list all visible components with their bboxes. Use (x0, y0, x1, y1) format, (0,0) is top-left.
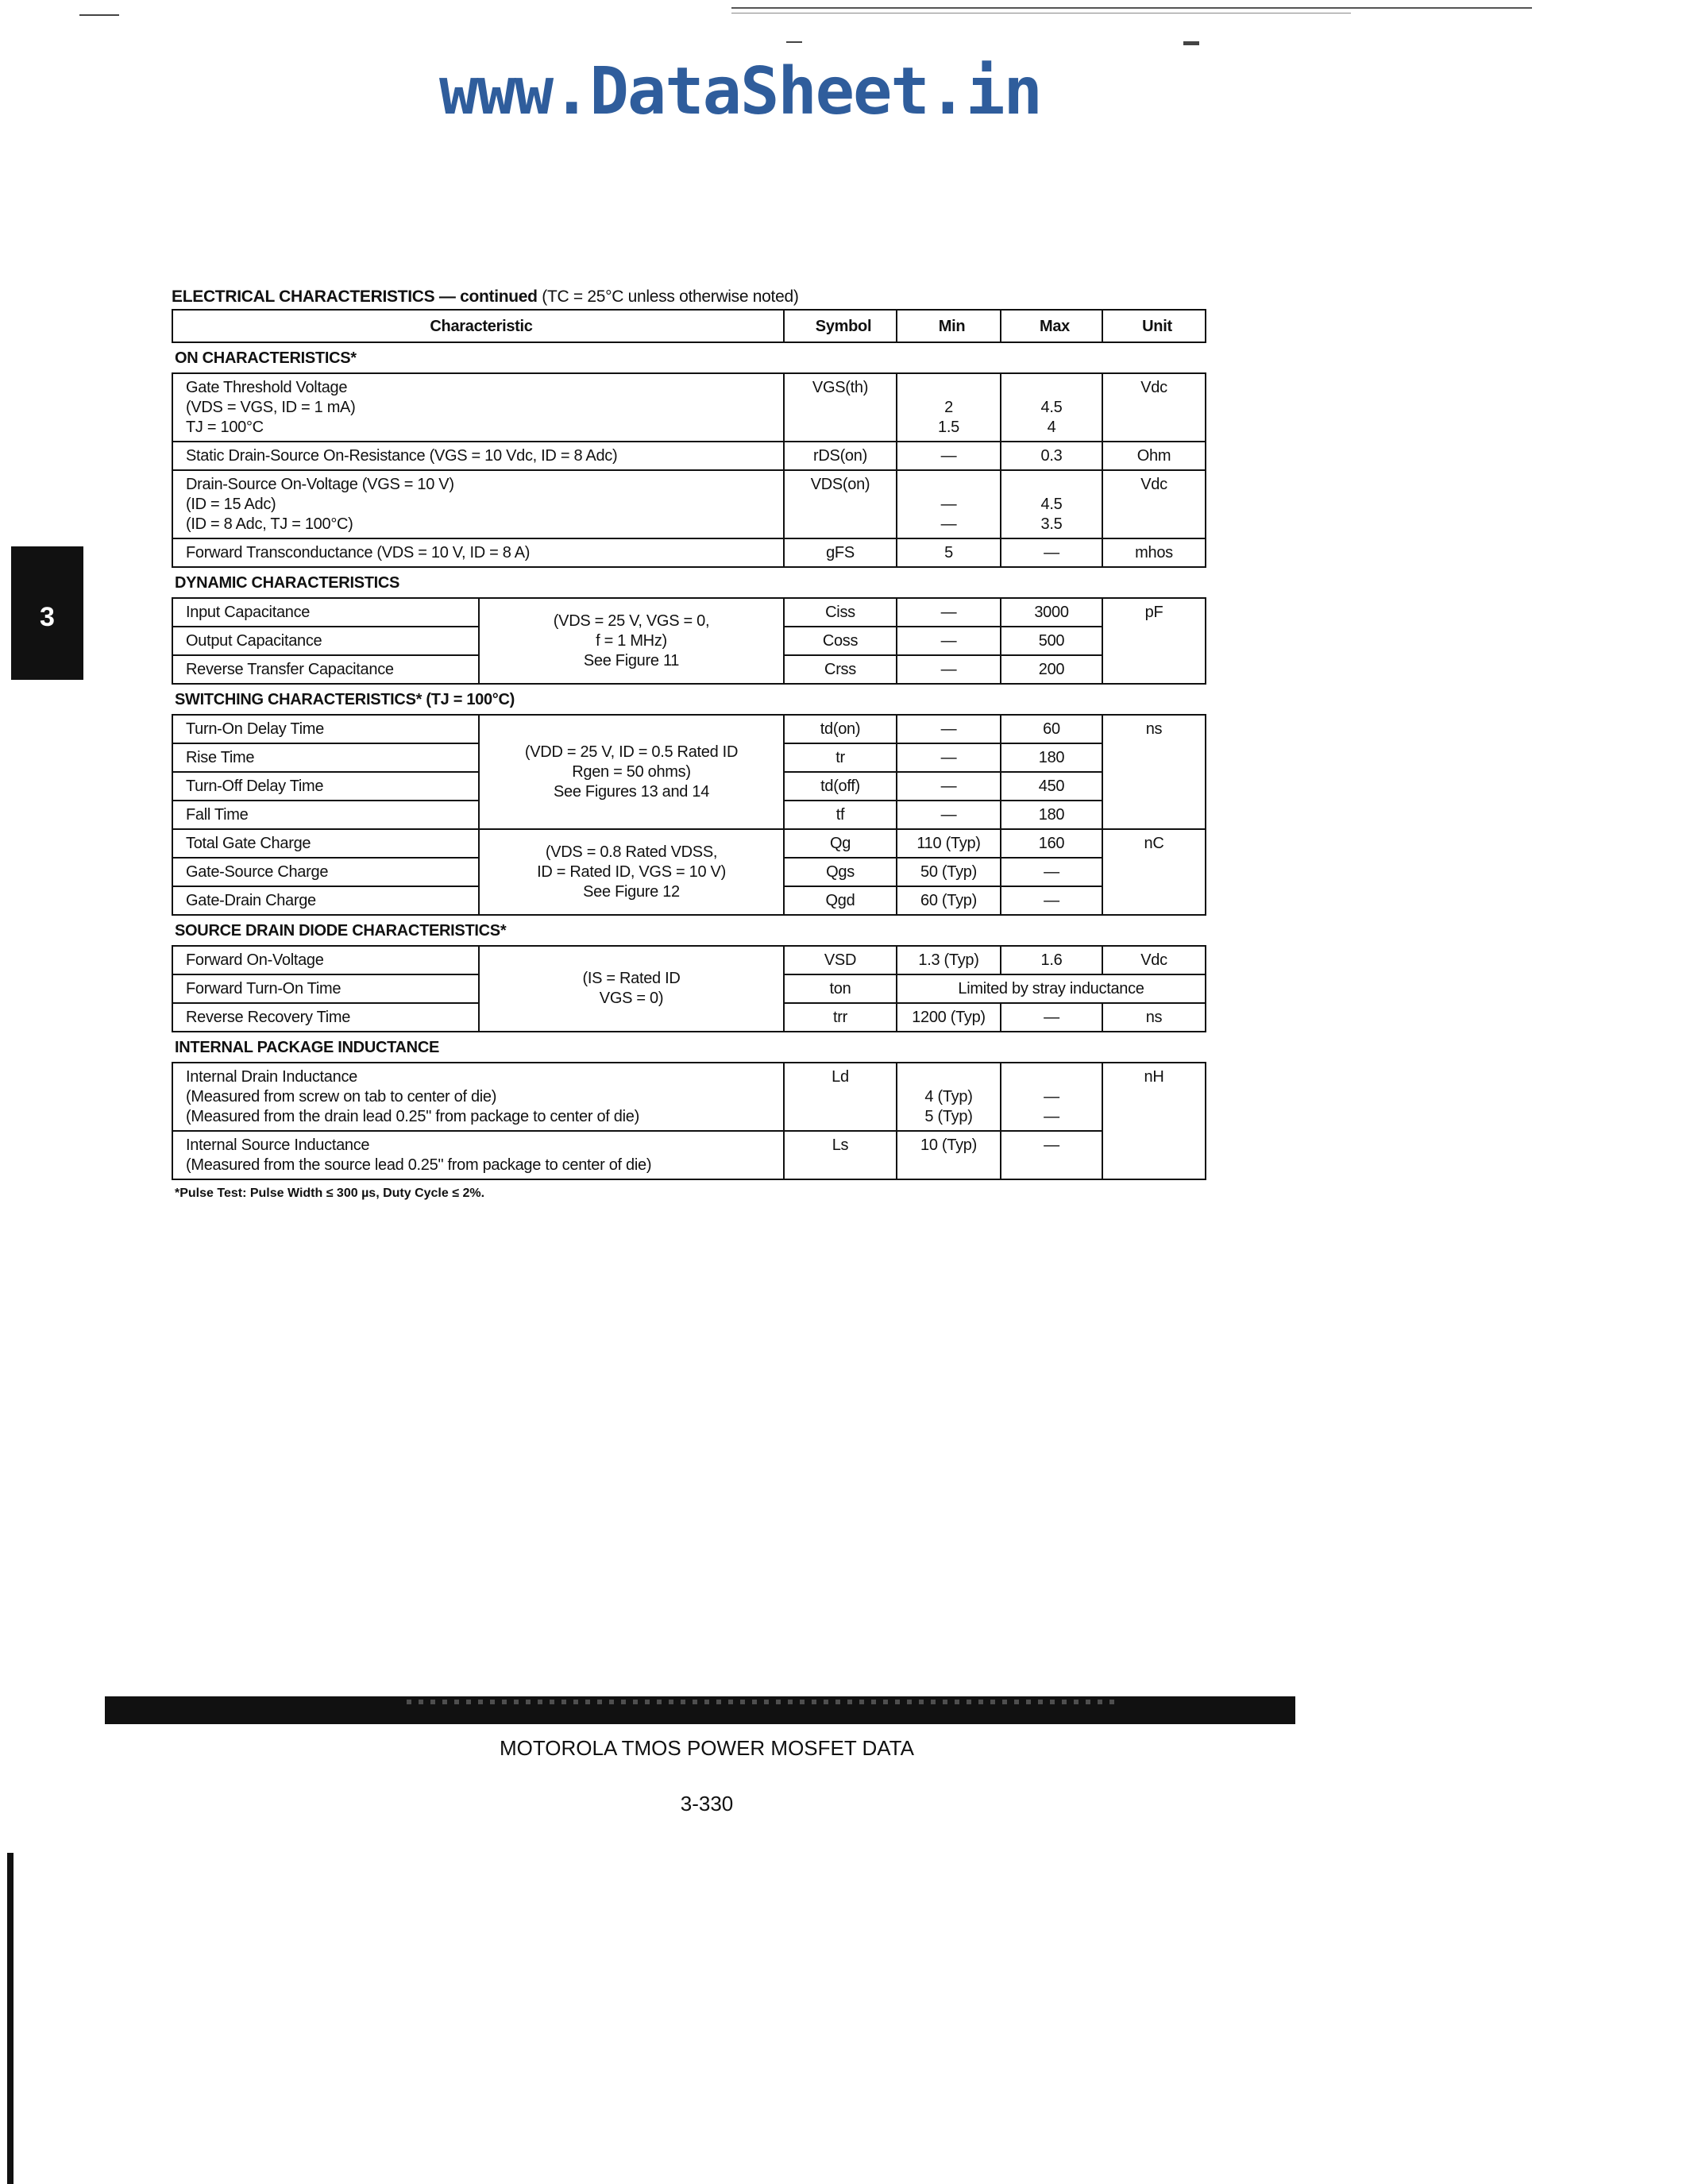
unit-cell: pF (1102, 598, 1206, 684)
min-cell: — (897, 715, 1001, 743)
symbol-cell: Ld (784, 1063, 897, 1131)
max-cell: 4.5 3.5 (1001, 470, 1102, 538)
table-title-note: (TC = 25°C unless otherwise noted) (542, 287, 799, 306)
max-cell: — (1001, 886, 1102, 915)
table-title-main: ELECTRICAL CHARACTERISTICS — continued (172, 287, 538, 306)
characteristic-cell: Turn-On Delay Time (172, 715, 479, 743)
header-max: Max (1001, 310, 1102, 342)
min-cell: 1.3 (Typ) (897, 946, 1001, 974)
min-cell: 110 (Typ) (897, 829, 1001, 858)
symbol-cell: Qgs (784, 858, 897, 886)
unit-cell: Vdc (1102, 373, 1206, 442)
max-cell: 1.6 (1001, 946, 1102, 974)
max-cell: — (1001, 858, 1102, 886)
conditions-cell: (IS = Rated ID VGS = 0) (479, 946, 784, 1032)
min-cell: — (897, 772, 1001, 801)
symbol-cell: VDS(on) (784, 470, 897, 538)
min-cell: — (897, 743, 1001, 772)
min-cell: 4 (Typ) 5 (Typ) (897, 1063, 1001, 1131)
note-cell: Limited by stray inductance (897, 974, 1206, 1003)
min-cell: — (897, 655, 1001, 684)
section-title: ON CHARACTERISTICS* (175, 349, 357, 367)
characteristic-cell: Rise Time (172, 743, 479, 772)
scan-mark (79, 14, 119, 16)
section-table (172, 945, 1206, 1032)
conditions-cell: (VDS = 0.8 Rated VDSS, ID = Rated ID, VGS = 10 V) See Figure 12 (479, 829, 784, 915)
unit-cell: Ohm (1102, 442, 1206, 470)
unit-cell: ns (1102, 715, 1206, 829)
symbol-cell: Crss (784, 655, 897, 684)
top-rule-thin (731, 13, 1351, 14)
min-cell: — (897, 598, 1001, 627)
symbol-cell: Ciss (784, 598, 897, 627)
footnote: *Pulse Test: Pulse Width ≤ 300 µs, Duty Cycle ≤ 2%. (175, 1187, 485, 1200)
footer-text: MOTOROLA TMOS POWER MOSFET DATA (500, 1736, 914, 1760)
section-table (172, 597, 1206, 685)
table-row (172, 1063, 1206, 1131)
section-tab (11, 546, 83, 680)
characteristic-cell: Reverse Recovery Time (172, 1003, 479, 1032)
unit-cell: ns (1102, 1003, 1206, 1032)
min-cell: 60 (Typ) (897, 886, 1001, 915)
symbol-cell: Ls (784, 1131, 897, 1179)
symbol-cell: ton (784, 974, 897, 1003)
min-cell: 50 (Typ) (897, 858, 1001, 886)
scan-mark (1183, 41, 1199, 45)
symbol-cell: Qgd (784, 886, 897, 915)
section-table (172, 372, 1206, 568)
unit-cell: nH (1102, 1063, 1206, 1179)
conditions-cell: (VDS = 25 V, VGS = 0, f = 1 MHz) See Figure 11 (479, 598, 784, 684)
characteristic-cell: Static Drain-Source On-Resistance (VGS = 10 Vdc, ID = 8 Adc) (172, 442, 784, 470)
min-cell: 2 1.5 (897, 373, 1001, 442)
symbol-cell: VSD (784, 946, 897, 974)
header-symbol: Symbol (784, 310, 897, 342)
section-table (172, 1062, 1206, 1180)
electrical-characteristics (172, 287, 1220, 1207)
min-cell: 10 (Typ) (897, 1131, 1001, 1179)
symbol-cell: td(off) (784, 772, 897, 801)
min-cell: — — (897, 470, 1001, 538)
unit-cell: nC (1102, 829, 1206, 915)
max-cell: 0.3 (1001, 442, 1102, 470)
header-unit: Unit (1102, 310, 1206, 342)
characteristic-cell: Forward On-Voltage (172, 946, 479, 974)
watermark: www.DataSheet.in (439, 54, 1041, 129)
table-row (172, 442, 1206, 470)
conditions-cell: (VDD = 25 V, ID = 0.5 Rated ID Rgen = 50 ohms) See Figures 13 and 14 (479, 715, 784, 829)
characteristic-cell: Drain-Source On-Voltage (VGS = 10 V) (ID = 15 Adc) (ID = 8 Adc, TJ = 100°C) (172, 470, 784, 538)
section-tab-number: 3 (40, 602, 55, 632)
min-cell: — (897, 442, 1001, 470)
symbol-cell: Coss (784, 627, 897, 655)
symbol-cell: gFS (784, 538, 897, 567)
page-number: 3-330 (680, 1792, 734, 1815)
characteristic-cell: Forward Turn-On Time (172, 974, 479, 1003)
scan-mark (786, 41, 802, 43)
scan-edge (7, 1853, 14, 2184)
characteristic-cell: Internal Drain Inductance (Measured from screw on tab to center of die) (Measured from the drain lead 0.25" from package to center of die) (172, 1063, 784, 1131)
max-cell: — (1001, 1003, 1102, 1032)
symbol-cell: rDS(on) (784, 442, 897, 470)
max-cell: 450 (1001, 772, 1102, 801)
symbol-cell: VGS(th) (784, 373, 897, 442)
table-title (172, 287, 1220, 309)
table-row (172, 598, 1206, 627)
max-cell: 4.5 4 (1001, 373, 1102, 442)
max-cell: 500 (1001, 627, 1102, 655)
unit-cell: Vdc (1102, 946, 1206, 974)
sections (172, 343, 1220, 1180)
table-row (172, 373, 1206, 442)
table-row (172, 715, 1206, 743)
characteristic-cell: Reverse Transfer Capacitance (172, 655, 479, 684)
max-cell: 180 (1001, 743, 1102, 772)
unit-cell: Vdc (1102, 470, 1206, 538)
top-rule (731, 7, 1532, 9)
footer-bar (105, 1696, 1295, 1724)
max-cell: — (1001, 538, 1102, 567)
header-characteristic: Characteristic (172, 310, 784, 342)
min-cell: 1200 (Typ) (897, 1003, 1001, 1032)
characteristic-cell: Turn-Off Delay Time (172, 772, 479, 801)
min-cell: — (897, 801, 1001, 829)
characteristic-cell: Total Gate Charge (172, 829, 479, 858)
table-header (172, 309, 1206, 343)
max-cell: — (1001, 1131, 1102, 1179)
min-cell: 5 (897, 538, 1001, 567)
section-title: INTERNAL PACKAGE INDUCTANCE (175, 1039, 440, 1056)
symbol-cell: tf (784, 801, 897, 829)
max-cell: — — (1001, 1063, 1102, 1131)
section-title: SOURCE DRAIN DIODE CHARACTERISTICS* (175, 922, 507, 940)
section-table (172, 714, 1206, 916)
max-cell: 60 (1001, 715, 1102, 743)
max-cell: 200 (1001, 655, 1102, 684)
symbol-cell: td(on) (784, 715, 897, 743)
unit-cell: mhos (1102, 538, 1206, 567)
characteristic-cell: Gate-Drain Charge (172, 886, 479, 915)
min-cell: — (897, 627, 1001, 655)
symbol-cell: trr (784, 1003, 897, 1032)
table-row (172, 946, 1206, 974)
section-title: SWITCHING CHARACTERISTICS* (TJ = 100°C) (175, 691, 515, 708)
max-cell: 3000 (1001, 598, 1102, 627)
max-cell: 180 (1001, 801, 1102, 829)
symbol-cell: Qg (784, 829, 897, 858)
table-row (172, 829, 1206, 858)
characteristic-cell: Input Capacitance (172, 598, 479, 627)
max-cell: 160 (1001, 829, 1102, 858)
characteristic-cell: Gate Threshold Voltage (VDS = VGS, ID = 1 mA) TJ = 100°C (172, 373, 784, 442)
characteristic-cell: Internal Source Inductance (Measured from the source lead 0.25" from package to center of die) (172, 1131, 784, 1179)
table-row (172, 1131, 1206, 1179)
table-row (172, 538, 1206, 567)
characteristic-cell: Forward Transconductance (VDS = 10 V, ID = 8 A) (172, 538, 784, 567)
table-row (172, 470, 1206, 538)
characteristic-cell: Gate-Source Charge (172, 858, 479, 886)
header-min: Min (897, 310, 1001, 342)
symbol-cell: tr (784, 743, 897, 772)
characteristic-cell: Output Capacitance (172, 627, 479, 655)
section-title: DYNAMIC CHARACTERISTICS (175, 574, 400, 592)
characteristic-cell: Fall Time (172, 801, 479, 829)
